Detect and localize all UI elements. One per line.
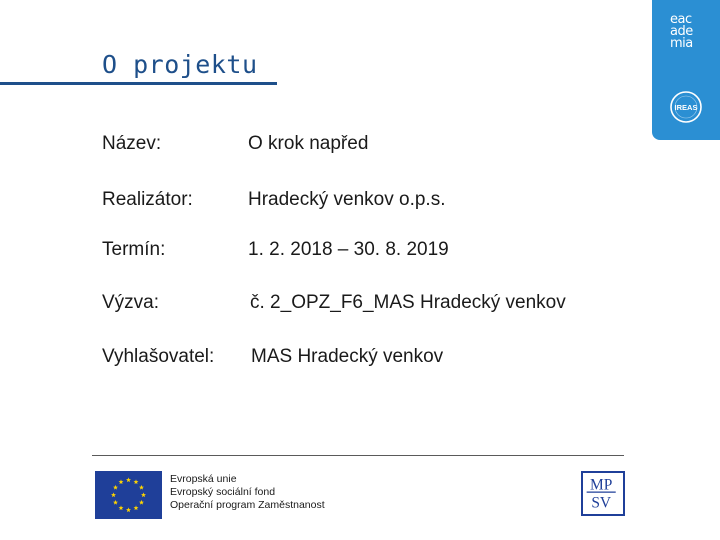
ireas-logo — [669, 90, 703, 124]
eu-funding-text — [170, 473, 325, 512]
label-vyzva: Výzva: — [102, 292, 160, 313]
mpsv-top: MP — [590, 476, 613, 494]
eu-line: Operační program Zaměstnanost — [170, 499, 325, 511]
footer-divider — [92, 455, 624, 456]
logo-line: mia — [670, 36, 693, 51]
ireas-label: IREAS — [674, 103, 698, 112]
label-nazev: Název: — [102, 133, 162, 154]
value-termin: 1. 2. 2018 – 30. 8. 2019 — [248, 239, 449, 260]
eu-line: Evropský sociální fond — [170, 486, 276, 498]
label-termin: Termín: — [102, 239, 166, 260]
logo-line: eac — [670, 12, 692, 27]
value-realizator: Hradecký venkov o.p.s. — [248, 189, 446, 210]
page-title: O projektu — [102, 50, 258, 79]
value-vyhlasovatel: MAS Hradecký venkov — [251, 346, 444, 367]
eu-line: Evropská unie — [170, 473, 237, 485]
label-realizator: Realizátor: — [102, 189, 193, 210]
logo-line: ade — [670, 24, 693, 39]
eacademia-logo — [670, 14, 710, 50]
mpsv-logo — [581, 471, 625, 516]
mpsv-bottom: SV — [591, 494, 612, 512]
title-underline — [0, 82, 277, 85]
eu-flag-icon — [95, 471, 162, 519]
value-vyzva: č. 2_OPZ_F6_MAS Hradecký venkov — [250, 292, 566, 313]
label-vyhlasovatel: Vyhlašovatel: — [102, 346, 215, 367]
value-nazev: O krok napřed — [248, 133, 369, 154]
